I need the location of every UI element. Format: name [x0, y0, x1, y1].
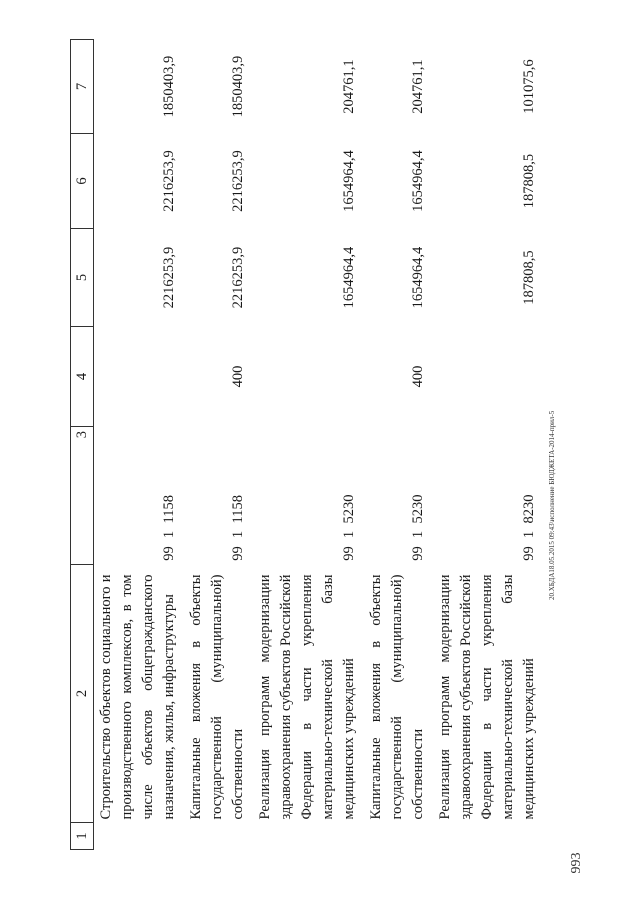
header-col-3: 3: [71, 427, 94, 565]
code-a: 99: [521, 546, 537, 561]
row-description: Реализация программ модернизации здравоохранения субъектов Российской Федерации в части укрепления материально-технической базы медицинских учреждений: [437, 574, 537, 820]
value-col-6: 1654964,4: [341, 150, 357, 212]
header-col-6: 6: [71, 134, 94, 229]
code-c: 5230: [341, 494, 357, 524]
value-col-5: 187808,5: [521, 250, 537, 305]
code-b: 1: [410, 530, 426, 539]
code-b: 1: [230, 530, 246, 539]
code-d: 400: [230, 365, 246, 388]
code-b: 1: [341, 530, 357, 539]
code-c: 8230: [521, 494, 537, 524]
code-d: [94, 327, 185, 427]
table-row: [184, 40, 253, 850]
code-a: 99: [341, 546, 357, 561]
code-c: 1158: [230, 495, 246, 524]
value-col-6: 187808,5: [521, 153, 537, 209]
page-number: 993: [569, 852, 584, 874]
value-col-7: 101075,6: [521, 59, 537, 114]
row-description: Реализация программ модернизации здравоохранения субъектов Российской Федерации в части укрепления материально-технической базы медицинских учреждений: [257, 574, 357, 820]
value-col-7: 1850403,9: [161, 55, 177, 118]
table-row: [433, 40, 544, 850]
header-col-1: 1: [71, 823, 94, 850]
code-b: 1: [161, 530, 177, 539]
budget-table: [70, 39, 544, 850]
value-col-5: 1654964,4: [410, 246, 426, 309]
code-a: 99: [230, 546, 246, 561]
value-col-6: 2216253,9: [230, 150, 246, 212]
row-description: Капитальные вложения в объекты государственной (муниципальной) собственности: [188, 574, 246, 820]
code-d: [433, 327, 544, 427]
footer-code-container: [548, 40, 568, 600]
footer-code: 20.ХБДА18.05.2015 09:43\исполнение БЮДЖЕТА-2014-прил-5: [548, 410, 556, 600]
value-col-5: 1654964,4: [341, 246, 357, 309]
table-row: [364, 40, 433, 850]
value-col-7: 204761,1: [410, 59, 426, 114]
header-row: [71, 40, 94, 850]
code-a: 99: [410, 546, 426, 561]
code-b: 1: [521, 530, 537, 539]
value-col-5: 2216253,9: [161, 246, 177, 309]
code-c: 1158: [161, 495, 177, 524]
row-description: Капитальные вложения в объекты государственной (муниципальной) собственности: [368, 574, 426, 820]
value-col-6: 1654964,4: [410, 150, 426, 212]
code-a: 99: [161, 546, 177, 561]
value-col-6: 2216253,9: [161, 150, 177, 212]
value-col-7: 1850403,9: [230, 55, 246, 118]
header-col-5: 5: [71, 229, 94, 327]
code-d: [253, 327, 364, 427]
code-c: 5230: [410, 494, 426, 524]
table-row: [253, 40, 364, 850]
code-d: 400: [410, 365, 426, 388]
row-description: Строительство объектов социального и производственного комплексов, в том числе объектов общегражданского назначения, жилья, инфраструктуры: [98, 574, 177, 820]
value-col-5: 2216253,9: [230, 246, 246, 309]
value-col-7: 204761,1: [341, 59, 357, 114]
header-col-4: 4: [71, 327, 94, 427]
header-col-7: 7: [71, 40, 94, 134]
header-col-2: 2: [71, 565, 94, 823]
table-row: [94, 40, 185, 850]
